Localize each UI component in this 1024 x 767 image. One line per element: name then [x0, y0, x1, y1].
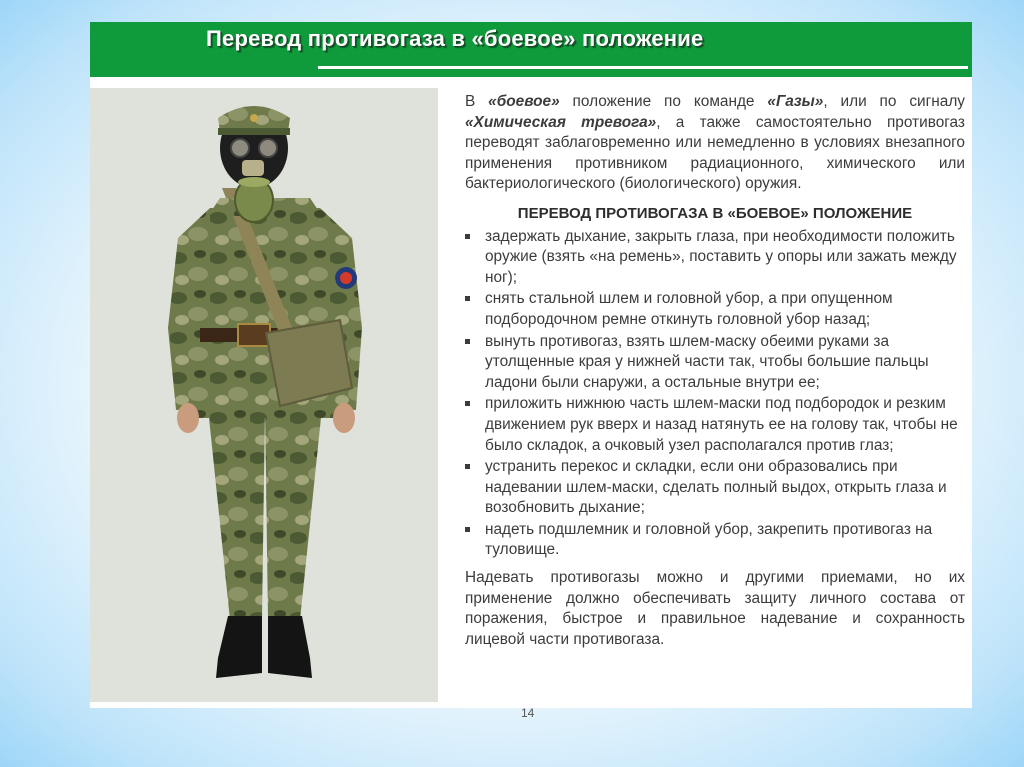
closing-paragraph: Надевать противогазы можно и другими приемами, но их применение должно обеспечивать защиту личного состава от поражения, быстрое и правильное надевание и сохранность лицевой части противогаза.: [465, 569, 965, 648]
list-item: [465, 289, 965, 330]
page-number: 14: [521, 706, 535, 720]
list-item: [465, 332, 965, 394]
steps-list: [465, 227, 965, 562]
step-text: приложить нижнюю часть шлем-маски под подбородок и резким движением рук вверх и назад натянуть ее на голову так, чтобы не было складок, а очковый узел располагался против глаз;: [485, 395, 958, 454]
soldier-photo: [90, 88, 438, 702]
list-item: [465, 520, 965, 561]
intro-text-2: положение по команде: [559, 93, 768, 110]
intro-text-1: В: [465, 93, 489, 110]
bullet-icon: [465, 234, 470, 239]
instructions-text: [465, 92, 965, 650]
bullet-icon: [465, 296, 470, 301]
section-heading: ПЕРЕВОД ПРОТИВОГАЗА В «БОЕВОЕ» ПОЛОЖЕНИЕ: [517, 204, 913, 222]
bullet-icon: [465, 401, 470, 406]
intro-paragraph: [465, 92, 965, 195]
bullet-icon: [465, 339, 470, 344]
intro-text-4: , а также самостоятельно противогаз переводят заблаговременно или немедленно в условиях внезапного применения противником радиационного, химического или бактериологического (биологического) оружия.: [465, 113, 965, 193]
intro-text-3: , или по сигналу: [823, 93, 965, 110]
title-bar: [90, 22, 972, 77]
list-item: [465, 457, 965, 519]
list-item: [465, 394, 965, 456]
slide: [90, 22, 972, 708]
title-underline: [318, 66, 968, 69]
soldier-in-gas-mask-illustration: [90, 88, 438, 702]
term-chemical-alarm: «Химическая тревога»: [465, 113, 657, 131]
step-text: устранить перекос и складки, если они образовались при надевании шлем-маски, сделать полный выдох, открыть глаза и возобновить дыхание;: [485, 458, 947, 517]
step-text: надеть подшлемник и головной убор, закрепить противогаз на туловище.: [485, 520, 933, 559]
term-gases: «Газы»: [767, 93, 824, 110]
bullet-icon: [465, 527, 470, 532]
step-text: вынуть противогаз, взять шлем-маску обеими руками за утолщенные края у нижней части так, чтобы большие пальцы ладони были снаружи, а остальные внутри ее;: [485, 332, 929, 391]
step-text: снять стальной шлем и головной убор, а при опущенном подбородочном ремне откинуть головной убор назад;: [485, 290, 893, 328]
list-item: [465, 227, 965, 289]
bullet-icon: [465, 464, 470, 469]
slide-title: Перевод противогаза в «боевое» положение: [206, 26, 704, 51]
term-combat: «боевое»: [488, 93, 560, 110]
step-text: задержать дыхание, закрыть глаза, при необходимости положить оружие (взять «на ремень», поставить у опоры или зажать между ног);: [485, 227, 957, 286]
